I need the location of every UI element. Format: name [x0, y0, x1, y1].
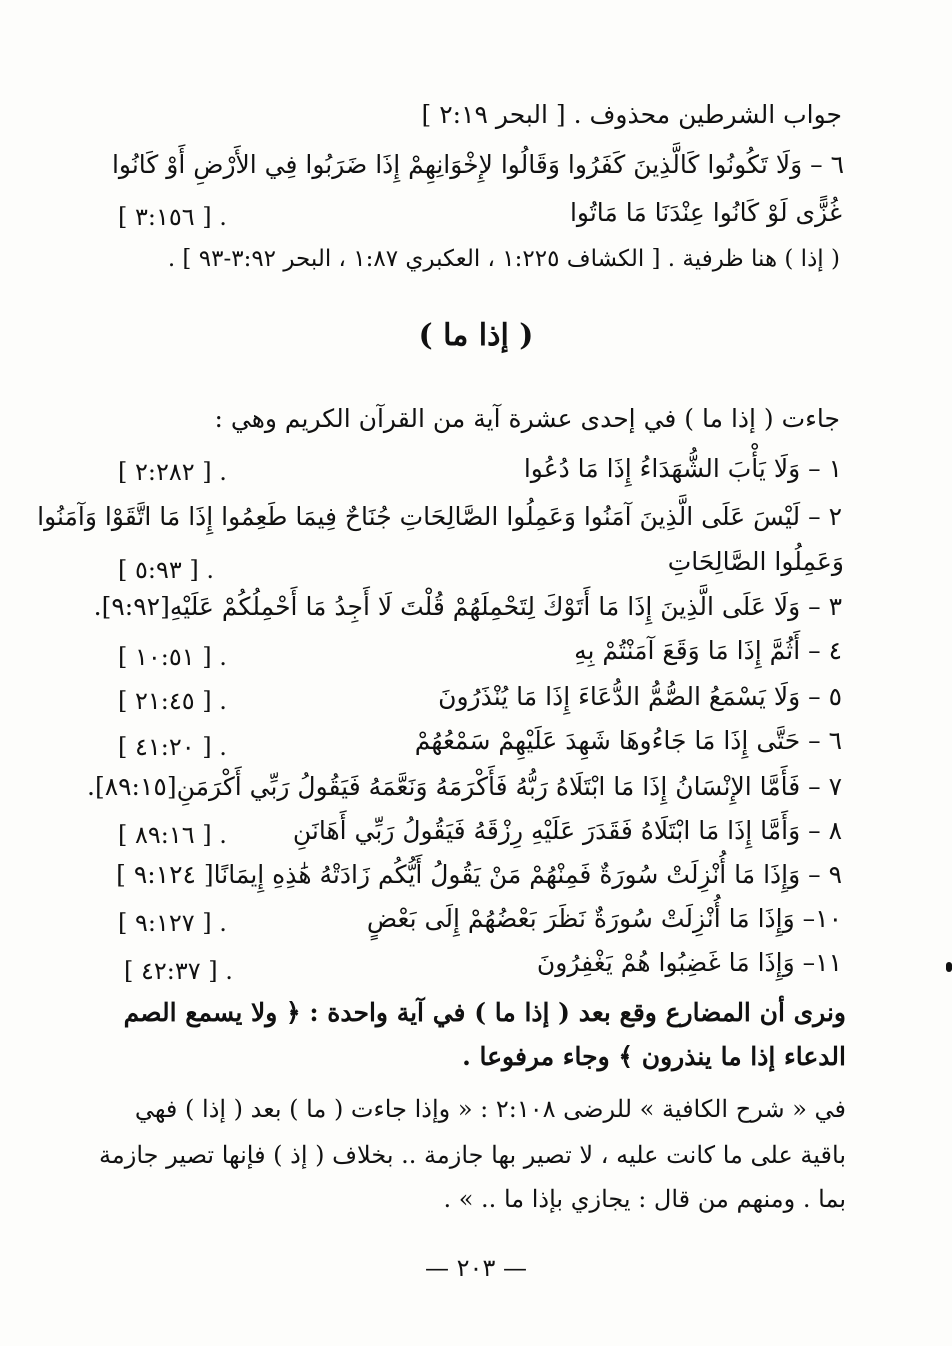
verse-reference: . [ ٤٢:٣٧ ] [124, 957, 233, 985]
paragraph-line: ونرى أن المضارع وقع بعد ( إذا ما ) في آية واحدة : ﴿ ولا يسمع الصم [123, 998, 846, 1027]
verse-line: ٤ – أَثُمَّ إِذَا مَا وَقَعَ آمَنْتُمْ بِهِ [574, 636, 842, 665]
paragraph-line: باقية على ما كانت عليه ، لا تصير بها جازمة .. بخلاف ( إذ ) فإنها تصير جازمة [99, 1141, 846, 1169]
note-line: ( إذا ) هنا ظرفية . [ الكشاف ١:٢٢٥ ، العكبري ١:٨٧ ، البحر ٣:٩٢-٩٣ ] . [167, 246, 840, 272]
paragraph-line: الدعاء إذا ما ينذرون ﴾ وجاء مرفوعا . [462, 1042, 846, 1071]
verse-line: ٥ – وَلَا يَسْمَعُ الصُّمُّ الدُّعَاءَ إِذَا مَا يُنْذَرُونَ [438, 682, 842, 711]
verse-reference: . [ ٩:١٢٧ ] [118, 909, 227, 937]
verse-line: ١٠– وَإِذَا مَا أُنْزِلَتْ سُورَةٌ نَظَرَ بَعْضُهُمْ إِلَى بَعْضٍ [366, 904, 842, 933]
page-number: — ٢٠٣ — [425, 1254, 527, 1282]
verse-line: ٦ – حَتَّى إِذَا مَا جَاءُوهَا شَهِدَ عَلَيْهِمْ سَمْعُهُمْ [414, 726, 842, 755]
verse-line: غُزًّى لَوْ كَانُوا عِنْدَنَا مَا مَاتُوا [569, 198, 842, 227]
scan-mark [946, 962, 952, 972]
verse-line: ٣ – وَلَا عَلَى الَّذِينَ إِذَا مَا أَتَوْكَ لِتَحْمِلَهُمْ قُلْتَ لَا أَجِدُ مَا أَحْمِلُكُمْ عَلَيْهِ[٩:٩٢]. [93, 592, 842, 621]
verse-line: ٢ – لَيْسَ عَلَى الَّذِينَ آمَنُوا وَعَمِلُوا الصَّالِحَاتِ جُنَاحٌ فِيمَا طَعِمُوا إِذَا مَا اتَّقَوْا وَآمَنُوا [37, 502, 842, 531]
paragraph-line: بما . ومنهم من قال : يجازي بإذا ما .. » . [443, 1185, 846, 1213]
verse-line: ٩ – وَإِذَا مَا أُنْزِلَتْ سُورَةٌ فَمِنْهُمْ مَنْ يَقُولُ أَيُّكُم زَادَتْهُ هَٰذِهِ إِيمَانًا[ ٩:١٢٤ ] [116, 860, 842, 889]
verse-reference: . [ ٢:٢٨٢ ] [118, 458, 227, 486]
verse-reference: . [ ١٠:٥١ ] [118, 643, 227, 671]
verse-line: ٨ – وَأَمَّا إِذَا مَا ابْتَلَاهُ فَقَدَرَ عَلَيْهِ رِزْقَهُ فَيَقُولُ رَبِّي أَهَانَنِ [292, 816, 842, 845]
verse-reference: . [ ٥:٩٣ ] [118, 556, 215, 584]
verse-reference: . [ ٣:١٥٦ ] [118, 203, 227, 231]
verse-line: ١١– وَإِذَا مَا غَضِبُوا هُمْ يَغْفِرُونَ [536, 948, 842, 977]
verse-line: ٦ – وَلَا تَكُونُوا كَالَّذِينَ كَفَرُوا وَقَالُوا لإِخْوَانِهِمْ إِذَا ضَرَبُوا فِي الأَرْضِ أَوْ كَانُوا [111, 150, 844, 179]
verse-reference: . [ ٨٩:١٦ ] [118, 821, 227, 849]
verse-line: وَعَمِلُوا الصَّالِحَاتِ [667, 547, 844, 576]
text-line: جواب الشرطين محذوف . [ البحر ٢:١٩ ] [421, 100, 842, 129]
verse-reference: . [ ٤١:٢٠ ] [118, 733, 227, 761]
verse-line: ٧ – فَأَمَّا الإِنْسَانُ إِذَا مَا ابْتَلَاهُ رَبُّهُ فَأَكْرَمَهُ وَنَعَّمَهُ فَيَقُولُ رَبِّي أَكْرَمَنِ[٨٩:١٥]. [87, 772, 842, 801]
verse-reference: . [ ٢١:٤٥ ] [118, 687, 227, 715]
section-title: ( إذا ما ) [418, 318, 534, 353]
paragraph-line: في « شرح الكافية » للرضى ٢:١٠٨ : « وإذا جاءت ( ما ) بعد ( إذا ) فهي [134, 1095, 846, 1123]
verse-line: ١ – وَلَا يَأْبَ الشُّهَدَاءُ إِذَا مَا دُعُوا [523, 454, 842, 483]
intro-line: جاءت ( إذا ما ) في إحدى عشرة آية من القرآن الكريم وهي : [214, 404, 840, 433]
